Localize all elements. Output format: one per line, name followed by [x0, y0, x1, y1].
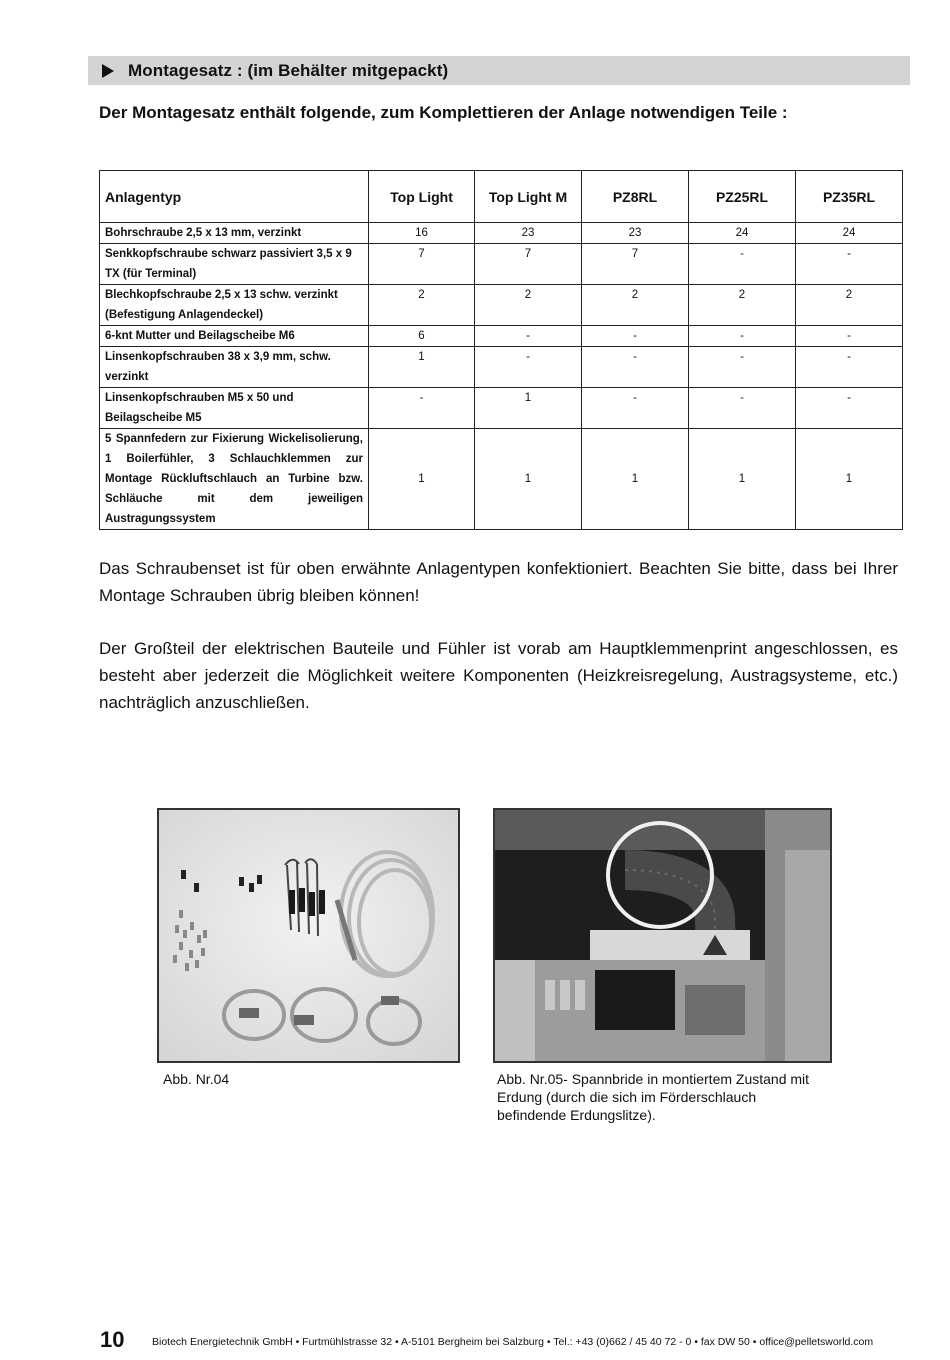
paragraph-electrical: Der Großteil der elektrischen Bauteile und Fühler ist vorab am Hauptklemmenprint angeschlossen, es besteht aber jederzeit die Möglichkeit weitere Komponenten (Heizkreisregelung, Austragsysteme, etc.) nachträglich anzuschließen.: [99, 639, 898, 712]
cell-value: -: [689, 388, 796, 429]
table-row: [100, 326, 903, 347]
installed-clamp-photo: [493, 808, 832, 1063]
cell-value: 1: [369, 429, 475, 530]
header-pz8rl: PZ8RL: [582, 171, 689, 223]
table-header-row: [100, 171, 903, 223]
cell-value: -: [582, 347, 689, 388]
cell-value: 1: [475, 388, 582, 429]
cell-value: -: [796, 347, 903, 388]
cell-value: -: [796, 244, 903, 285]
header-top-light-m: Top Light M: [475, 171, 582, 223]
table-row: [100, 244, 903, 285]
table-row: [100, 223, 903, 244]
cell-value: -: [582, 388, 689, 429]
cell-value: 2: [369, 285, 475, 326]
row-label: Blechkopfschraube 2,5 x 13 schw. verzinkt (Befestigung Anlagendeckel): [100, 285, 369, 326]
cell-value: -: [796, 388, 903, 429]
row-label: 6-knt Mutter und Beilagscheibe M6: [100, 326, 369, 347]
cell-value: 24: [689, 223, 796, 244]
footer-contact: Biotech Energietechnik GmbH • Furtmühlstrasse 32 • A-5101 Bergheim bei Salzburg • Tel.: +43 (0)662 / 45 40 72 - 0 • fax DW 50 • office@pelletsworld.com: [152, 1336, 874, 1348]
row-label: Linsenkopfschrauben M5 x 50 und Beilagscheibe M5: [100, 388, 369, 429]
cell-value: -: [689, 244, 796, 285]
section-header: [88, 56, 910, 85]
cell-value: -: [689, 326, 796, 347]
table-row: [100, 285, 903, 326]
cell-value: -: [369, 388, 475, 429]
cell-value: 2: [582, 285, 689, 326]
cell-value: 24: [796, 223, 903, 244]
cell-value: 2: [475, 285, 582, 326]
cell-value: 1: [582, 429, 689, 530]
row-label: Senkkopfschraube schwarz passiviert 3,5 x 9 TX (für Terminal): [100, 244, 369, 285]
parts-table: [99, 170, 903, 530]
cell-value: 7: [369, 244, 475, 285]
cell-value: 16: [369, 223, 475, 244]
mounting-kit-photo: [157, 808, 460, 1063]
cell-value: 7: [475, 244, 582, 285]
cell-value: -: [796, 326, 903, 347]
row-label: Bohrschraube 2,5 x 13 mm, verzinkt: [100, 223, 369, 244]
installed-clamp-illustration: [495, 810, 830, 1061]
header-top-light: Top Light: [369, 171, 475, 223]
mounting-kit-illustration: [159, 810, 458, 1061]
header-anlagentyp: Anlagentyp: [100, 171, 369, 223]
section-title: Montagesatz : (im Behälter mitgepackt): [128, 60, 449, 80]
table-row: [100, 347, 903, 388]
header-pz35rl: PZ35RL: [796, 171, 903, 223]
header-pz25rl: PZ25RL: [689, 171, 796, 223]
figure-caption-04: Abb. Nr.04: [163, 1071, 230, 1087]
cell-value: 1: [369, 347, 475, 388]
cell-value: -: [689, 347, 796, 388]
cell-value: 1: [475, 429, 582, 530]
paragraph-screw-set: Das Schraubenset ist für oben erwähnte Anlagentypen konfektioniert. Beachten Sie bitte, dass bei Ihrer Montage Schrauben übrig bleiben können!: [99, 559, 898, 605]
cell-value: 1: [689, 429, 796, 530]
cell-value: -: [475, 347, 582, 388]
cell-value: 7: [582, 244, 689, 285]
row-label: Linsenkopfschrauben 38 x 3,9 mm, schw. verzinkt: [100, 347, 369, 388]
page-number: 10: [100, 1327, 125, 1352]
cell-value: -: [475, 326, 582, 347]
subtitle: Der Montagesatz enthält folgende, zum Komplettieren der Anlage notwendigen Teile :: [99, 103, 788, 122]
cell-value: 2: [689, 285, 796, 326]
figure-caption-05: Abb. Nr.05- Spannbride in montiertem Zustand mit Erdung (durch die sich im Förderschlauch befindende Erdungslitze).: [497, 1071, 810, 1123]
cell-value: 6: [369, 326, 475, 347]
cell-value: 23: [475, 223, 582, 244]
cell-value: 2: [796, 285, 903, 326]
cell-value: 1: [796, 429, 903, 530]
table-row: [100, 388, 903, 429]
table-row: [100, 429, 903, 530]
cell-value: 23: [582, 223, 689, 244]
cell-value: -: [582, 326, 689, 347]
row-label: 5 Spannfedern zur Fixierung Wickelisolierung, 1 Boilerfühler, 3 Schlauchklemmen zur Montage Rückluftschlauch an Turbine bzw. Schläuche mit dem jeweiligen Austragungssystem: [100, 429, 369, 530]
triangle-bullet-icon: [102, 64, 114, 78]
